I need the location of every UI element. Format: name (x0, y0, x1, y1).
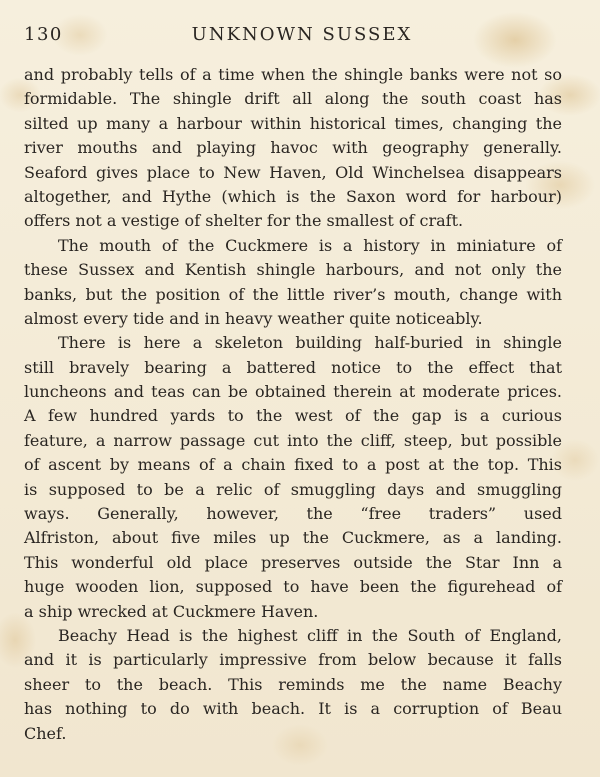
text-line: This wonderful old place preserves outside the Star Inn a (24, 552, 562, 572)
text-line: offers not a vestige of shelter for the smallest of craft. (24, 211, 464, 231)
text-line: silted up many a harbour within historical times, changing the (24, 113, 562, 133)
text-line: is supposed to be a relic of smuggling days and smuggling (24, 479, 562, 499)
text-line: still bravely bearing a battered notice to the effect that (24, 357, 562, 377)
text-line: huge wooden lion, supposed to have been the figurehead of (24, 577, 562, 597)
text-line: A few hundred yards to the west of the gap is a curious (24, 406, 562, 426)
text-line: There is here a skeleton building half-buried in shingle (58, 333, 562, 353)
text-line: banks, but the position of the little river’s mouth, change with (24, 284, 562, 304)
text-line: and it is particularly impressive from below because it falls (24, 650, 562, 670)
text-line: formidable. The shingle drift all along the south coast has (24, 89, 562, 109)
text-line: Beachy Head is the highest cliff in the South of England, (58, 625, 562, 645)
text-line: ways. Generally, however, the “free traders” used (24, 504, 562, 524)
text-line: of ascent by means of a chain fixed to a post at the top. This (24, 455, 562, 475)
text-line: Chef. (24, 723, 67, 743)
text-line: a ship wrecked at Cuckmere Haven. (24, 601, 319, 621)
text-line: and probably tells of a time when the shingle banks were not so (24, 65, 562, 84)
body-text (24, 63, 562, 746)
text-line: luncheons and teas can be obtained therein at moderate prices. (24, 382, 562, 402)
text-line: Seaford gives place to New Haven, Old Winchelsea disappears (24, 162, 562, 182)
text-line: almost every tide and in heavy weather quite noticeably. (24, 308, 483, 328)
text-line: has nothing to do with beach. It is a corruption of Beau (24, 699, 562, 719)
text-line: river mouths and playing havoc with geography generally. (24, 138, 562, 158)
text-line: Alfriston, about five miles up the Cuckmere, as a landing. (24, 528, 562, 548)
text-line: The mouth of the Cuckmere is a history in miniature of (58, 235, 562, 255)
page-number: 130 (24, 24, 63, 45)
text-line: these Sussex and Kentish shingle harbours, and not only the (24, 260, 562, 280)
running-head: UNKNOWN SUSSEX (191, 24, 413, 45)
text-line: altogether, and Hythe (which is the Saxon word for harbour) (24, 186, 562, 206)
page-header (24, 24, 580, 48)
text-line: feature, a narrow passage cut into the cliff, steep, but possible (24, 430, 562, 450)
text-line: sheer to the beach. This reminds me the name Beachy (24, 674, 562, 694)
